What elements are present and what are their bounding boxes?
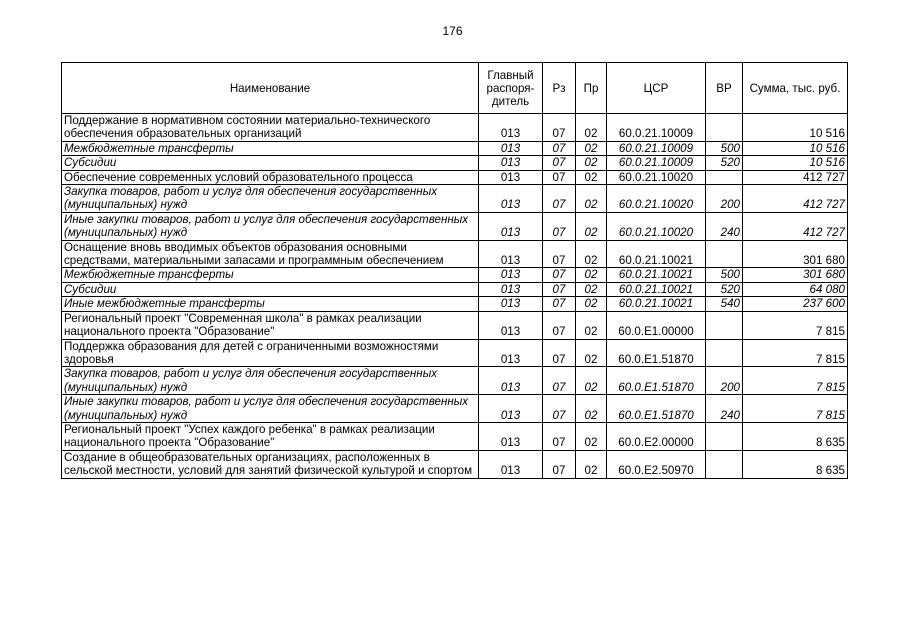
header-pr: Пр	[576, 63, 607, 114]
cell-csr: 60.0.21.10021	[607, 240, 706, 268]
cell-sum: 64 080	[743, 282, 848, 296]
cell-name: Обеспечение современных условий образовательного процесса	[62, 170, 479, 184]
cell-csr: 60.0.21.10021	[607, 282, 706, 296]
cell-csr: 60.0.21.10009	[607, 156, 706, 170]
cell-name: Субсидии	[62, 282, 479, 296]
cell-vr	[706, 422, 743, 450]
cell-sum: 237 600	[743, 297, 848, 311]
cell-main-admin: 013	[479, 282, 543, 296]
cell-main-admin: 013	[479, 339, 543, 367]
cell-name: Закупка товаров, работ и услуг для обеспечения государственных (муниципальных) нужд	[62, 185, 479, 213]
table-row	[62, 114, 848, 142]
cell-name: Поддержание в нормативном состоянии материально-технического обеспечения образовательных организаций	[62, 114, 479, 142]
cell-csr: 60.0.21.10020	[607, 170, 706, 184]
table-row	[62, 268, 848, 282]
cell-main-admin: 013	[479, 311, 543, 339]
cell-rz: 07	[543, 114, 576, 142]
page-number: 176	[442, 24, 463, 38]
cell-name: Межбюджетные трансферты	[62, 268, 479, 282]
cell-name: Иные закупки товаров, работ и услуг для обеспечения государственных (муниципальных) нужд	[62, 395, 479, 423]
cell-csr: 60.0.E1.51870	[607, 395, 706, 423]
cell-sum: 10 516	[743, 114, 848, 142]
table-row	[62, 450, 848, 478]
cell-vr	[706, 311, 743, 339]
cell-pr: 02	[576, 240, 607, 268]
cell-vr: 200	[706, 185, 743, 213]
cell-rz: 07	[543, 311, 576, 339]
cell-name: Поддержка образования для детей с ограниченными возможностями здоровья	[62, 339, 479, 367]
cell-csr: 60.0.21.10020	[607, 212, 706, 240]
cell-main-admin: 013	[479, 367, 543, 395]
cell-vr	[706, 170, 743, 184]
budget-table	[61, 62, 848, 479]
cell-csr: 60.0.E2.00000	[607, 422, 706, 450]
cell-pr: 02	[576, 367, 607, 395]
cell-name: Региональный проект "Современная школа" в рамках реализации национального проекта "Образование"	[62, 311, 479, 339]
cell-vr: 240	[706, 212, 743, 240]
cell-main-admin: 013	[479, 185, 543, 213]
cell-sum: 8 635	[743, 422, 848, 450]
cell-vr: 500	[706, 268, 743, 282]
cell-name: Межбюджетные трансферты	[62, 141, 479, 155]
cell-sum: 10 516	[743, 156, 848, 170]
cell-main-admin: 013	[479, 114, 543, 142]
table-row	[62, 185, 848, 213]
cell-vr	[706, 240, 743, 268]
cell-name: Создание в общеобразовательных организациях, расположенных в сельской местности, условий для занятий физической культурой и спортом	[62, 450, 479, 478]
cell-vr: 500	[706, 141, 743, 155]
header-vr: ВР	[706, 63, 743, 114]
cell-name: Закупка товаров, работ и услуг для обеспечения государственных (муниципальных) нужд	[62, 367, 479, 395]
cell-sum: 412 727	[743, 185, 848, 213]
cell-sum: 8 635	[743, 450, 848, 478]
cell-sum: 301 680	[743, 240, 848, 268]
cell-rz: 07	[543, 450, 576, 478]
cell-pr: 02	[576, 395, 607, 423]
cell-sum: 301 680	[743, 268, 848, 282]
cell-sum: 7 815	[743, 311, 848, 339]
cell-pr: 02	[576, 422, 607, 450]
cell-csr: 60.0.21.10020	[607, 185, 706, 213]
cell-main-admin: 013	[479, 240, 543, 268]
cell-csr: 60.0.E2.50970	[607, 450, 706, 478]
cell-name: Иные закупки товаров, работ и услуг для обеспечения государственных (муниципальных) нужд	[62, 212, 479, 240]
cell-sum: 412 727	[743, 170, 848, 184]
cell-rz: 07	[543, 297, 576, 311]
cell-main-admin: 013	[479, 268, 543, 282]
cell-rz: 07	[543, 240, 576, 268]
cell-rz: 07	[543, 268, 576, 282]
cell-pr: 02	[576, 450, 607, 478]
header-name: Наименование	[62, 63, 479, 114]
cell-pr: 02	[576, 212, 607, 240]
table-header-row	[62, 63, 848, 114]
cell-main-admin: 013	[479, 156, 543, 170]
table-row	[62, 339, 848, 367]
cell-rz: 07	[543, 395, 576, 423]
cell-name: Оснащение вновь вводимых объектов образования основными средствами, материальными запасами и программным обеспечением	[62, 240, 479, 268]
cell-csr: 60.0.E1.51870	[607, 339, 706, 367]
table-row	[62, 297, 848, 311]
header-main-admin: Главный распоря-дитель	[479, 63, 543, 114]
cell-pr: 02	[576, 114, 607, 142]
table-row	[62, 141, 848, 155]
cell-rz: 07	[543, 212, 576, 240]
cell-pr: 02	[576, 339, 607, 367]
cell-rz: 07	[543, 422, 576, 450]
cell-rz: 07	[543, 282, 576, 296]
cell-pr: 02	[576, 268, 607, 282]
cell-name: Региональный проект "Успех каждого ребенка" в рамках реализации национального проекта "Образование"	[62, 422, 479, 450]
cell-rz: 07	[543, 185, 576, 213]
cell-vr: 240	[706, 395, 743, 423]
cell-pr: 02	[576, 297, 607, 311]
table-row	[62, 367, 848, 395]
cell-csr: 60.0.21.10021	[607, 268, 706, 282]
cell-sum: 7 815	[743, 367, 848, 395]
cell-vr: 200	[706, 367, 743, 395]
header-csr: ЦСР	[607, 63, 706, 114]
cell-vr	[706, 450, 743, 478]
cell-rz: 07	[543, 170, 576, 184]
cell-main-admin: 013	[479, 450, 543, 478]
cell-rz: 07	[543, 156, 576, 170]
table-row	[62, 156, 848, 170]
cell-rz: 07	[543, 367, 576, 395]
cell-vr: 540	[706, 297, 743, 311]
cell-csr: 60.0.21.10009	[607, 141, 706, 155]
cell-pr: 02	[576, 141, 607, 155]
cell-pr: 02	[576, 282, 607, 296]
cell-vr: 520	[706, 156, 743, 170]
cell-sum: 412 727	[743, 212, 848, 240]
cell-main-admin: 013	[479, 170, 543, 184]
cell-csr: 60.0.E1.51870	[607, 367, 706, 395]
cell-vr	[706, 114, 743, 142]
header-sum: Сумма, тыс. руб.	[743, 63, 848, 114]
cell-csr: 60.0.E1.00000	[607, 311, 706, 339]
table-row	[62, 212, 848, 240]
header-rz: Рз	[543, 63, 576, 114]
table-row	[62, 311, 848, 339]
cell-vr: 520	[706, 282, 743, 296]
cell-pr: 02	[576, 311, 607, 339]
cell-csr: 60.0.21.10009	[607, 114, 706, 142]
cell-main-admin: 013	[479, 212, 543, 240]
cell-main-admin: 013	[479, 297, 543, 311]
cell-main-admin: 013	[479, 141, 543, 155]
cell-pr: 02	[576, 156, 607, 170]
cell-main-admin: 013	[479, 395, 543, 423]
cell-sum: 7 815	[743, 339, 848, 367]
table-row	[62, 170, 848, 184]
cell-name: Субсидии	[62, 156, 479, 170]
table-row	[62, 395, 848, 423]
cell-name: Иные межбюджетные трансферты	[62, 297, 479, 311]
cell-sum: 7 815	[743, 395, 848, 423]
cell-sum: 10 516	[743, 141, 848, 155]
table-row	[62, 282, 848, 296]
table-row	[62, 240, 848, 268]
cell-csr: 60.0.21.10021	[607, 297, 706, 311]
cell-pr: 02	[576, 185, 607, 213]
cell-main-admin: 013	[479, 422, 543, 450]
table-row	[62, 422, 848, 450]
cell-vr	[706, 339, 743, 367]
cell-rz: 07	[543, 339, 576, 367]
cell-pr: 02	[576, 170, 607, 184]
cell-rz: 07	[543, 141, 576, 155]
